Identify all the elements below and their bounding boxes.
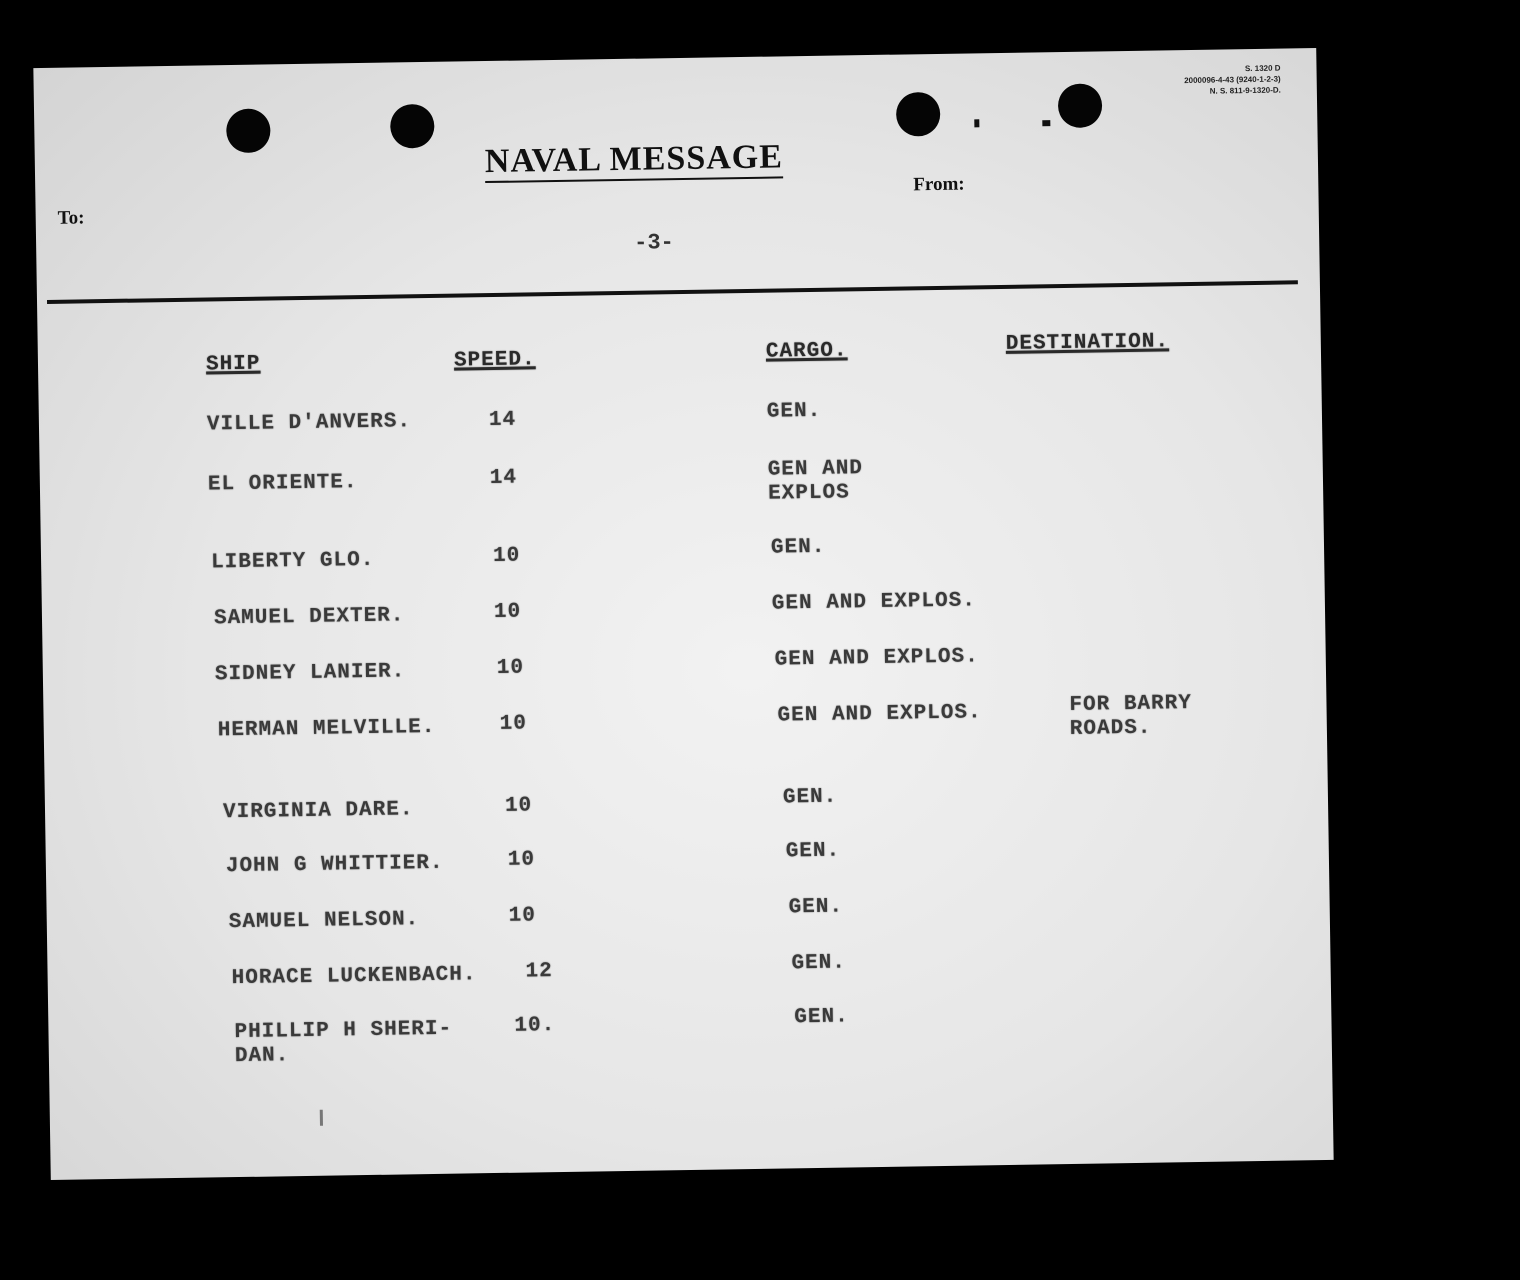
punch-hole <box>1058 83 1103 128</box>
ink-speck <box>1042 120 1050 126</box>
column-header-speed: SPEED. <box>453 348 536 373</box>
column-header-ship: SHIP <box>205 352 261 377</box>
ship-cargo: GEN. <box>785 839 841 864</box>
ink-speck <box>320 1110 323 1126</box>
ship-speed: 10 <box>508 904 537 928</box>
message-form <box>33 48 1333 1180</box>
ship-speed: 10 <box>507 848 536 872</box>
ship-name: VIRGINIA DARE. <box>222 798 414 825</box>
ship-cargo: GEN. <box>782 785 838 810</box>
ink-speck <box>974 119 979 127</box>
ship-speed: 14 <box>489 466 518 491</box>
ship-speed: 14 <box>488 408 517 433</box>
form-code-line: S. 1320 D <box>1244 63 1281 74</box>
ship-speed: 10 <box>492 544 521 568</box>
ship-speed: 10. <box>514 1014 556 1038</box>
ship-speed: 10 <box>499 712 528 736</box>
ship-speed: 12 <box>525 960 554 984</box>
ship-name: HORACE LUCKENBACH. <box>231 963 477 991</box>
ship-name: HERMAN MELVILLE. <box>217 715 436 743</box>
ship-destination: FOR BARRY ROADS. <box>1069 692 1193 741</box>
ship-cargo: GEN. <box>766 399 822 424</box>
ship-name: SIDNEY LANIER. <box>214 660 406 687</box>
ship-name: PHILLIP H SHERI- DAN. <box>234 1017 453 1069</box>
ship-name: EL ORIENTE. <box>207 471 358 497</box>
punch-hole <box>390 104 435 149</box>
ship-cargo: GEN. <box>794 1005 849 1030</box>
ship-cargo: GEN. <box>791 951 847 976</box>
ship-cargo: GEN. <box>770 535 826 560</box>
column-header-destination: DESTINATION. <box>1005 330 1170 356</box>
ship-speed: 10 <box>496 656 525 680</box>
form-code <box>1184 63 1281 98</box>
ship-name: SAMUEL DEXTER. <box>213 604 405 631</box>
to-label: To: <box>57 207 85 229</box>
form-code-line: N. S. 811-9-1320-D. <box>1209 85 1281 96</box>
ship-speed: 10 <box>493 600 522 624</box>
column-header-cargo: CARGO. <box>765 339 848 364</box>
ship-cargo: GEN. <box>788 895 844 920</box>
form-code-line: 2000096-4-43 (9240-1-2-3) <box>1184 74 1281 86</box>
punch-hole <box>896 92 941 137</box>
ship-cargo: GEN AND EXPLOS. <box>777 701 982 728</box>
ship-name: VILLE D'ANVERS. <box>206 410 412 437</box>
from-label: From: <box>913 173 965 196</box>
ship-speed: 10 <box>504 794 533 818</box>
ship-name: JOHN G WHITTIER. <box>225 851 444 879</box>
ship-cargo: GEN AND EXPLOS <box>767 457 864 506</box>
header-rule <box>47 280 1298 304</box>
document-title: NAVAL MESSAGE <box>485 138 784 183</box>
ship-name: SAMUEL NELSON. <box>228 908 420 935</box>
ship-name: LIBERTY GLO. <box>210 548 375 575</box>
punch-hole <box>226 108 271 153</box>
page-number: -3- <box>633 230 674 256</box>
ship-cargo: GEN AND EXPLOS. <box>771 589 977 616</box>
ship-cargo: GEN AND EXPLOS. <box>774 645 979 672</box>
